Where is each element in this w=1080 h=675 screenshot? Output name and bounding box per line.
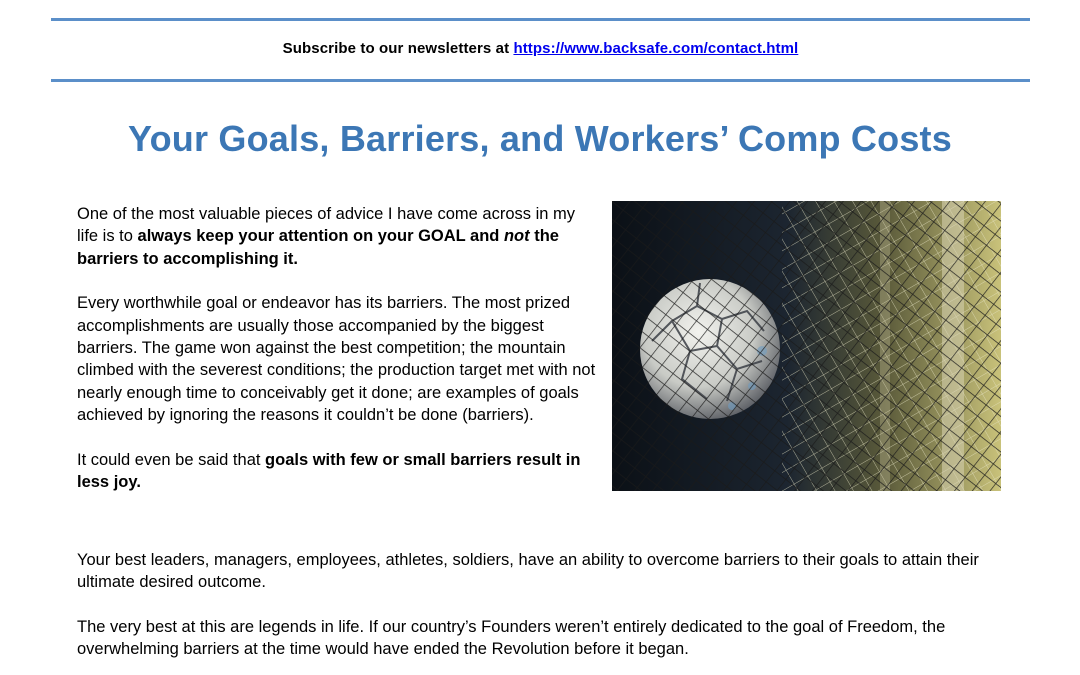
subscribe-banner [51,40,1030,57]
intro-p1-bold-text-2: the barriers to accomplishing it. [77,227,559,268]
body-paragraph-5-block [77,616,1012,661]
header-bottom-rule [51,79,1030,82]
intro-p1-bold-text-1: always keep your attention on your GOAL and [137,227,504,246]
intro-column [77,203,597,515]
article-title: Your Goals, Barriers, and Workers’ Comp Costs [128,118,952,159]
intro-p1-text: One of the most valuable pieces of advice I have come across in my life is to [77,205,575,246]
body-paragraph-4: Your best leaders, managers, employees, athletes, soldiers, have an ability to overcome barriers to their goals to attain their ultimate desired outcome. [77,551,979,592]
body-paragraph-4-block [77,549,1012,594]
intro-p3-bold: goals with few or small barriers result in less joy. [77,450,581,492]
soccer-ball-photo [612,201,1001,491]
subscribe-text: Subscribe to our newsletters at [282,40,514,57]
header-top-rule [51,18,1030,21]
body-paragraph-5: The very best at this are legends in life. If our country’s Founders weren’t entirely dedicated to the goal of Freedom, the overwhelming barriers at the time would have ended the Revolution before it began. [77,618,946,659]
intro-paragraph-2: Every worthwhile goal or endeavor has its barriers. The most prized accomplishments are usually those accompanied by the biggest barriers. The game won against the best competition; the mountain climbed with the severest conditions; the production target met with not nearly enough time to conceivably get it done; are examples of goals achieved by ignoring the reasons it couldn’t be done (barriers). [77,294,596,425]
intro-p1-bold [77,227,559,267]
intro-p3-text: It could even be said that [77,450,266,469]
subscribe-link[interactable]: https://www.backsafe.com/contact.html [513,40,799,57]
intro-paragraph-3 [77,449,597,494]
intro-p1-emphasis: not [503,227,530,246]
intro-paragraph-1 [77,203,597,270]
soccer-ball-net-image [612,201,1001,491]
